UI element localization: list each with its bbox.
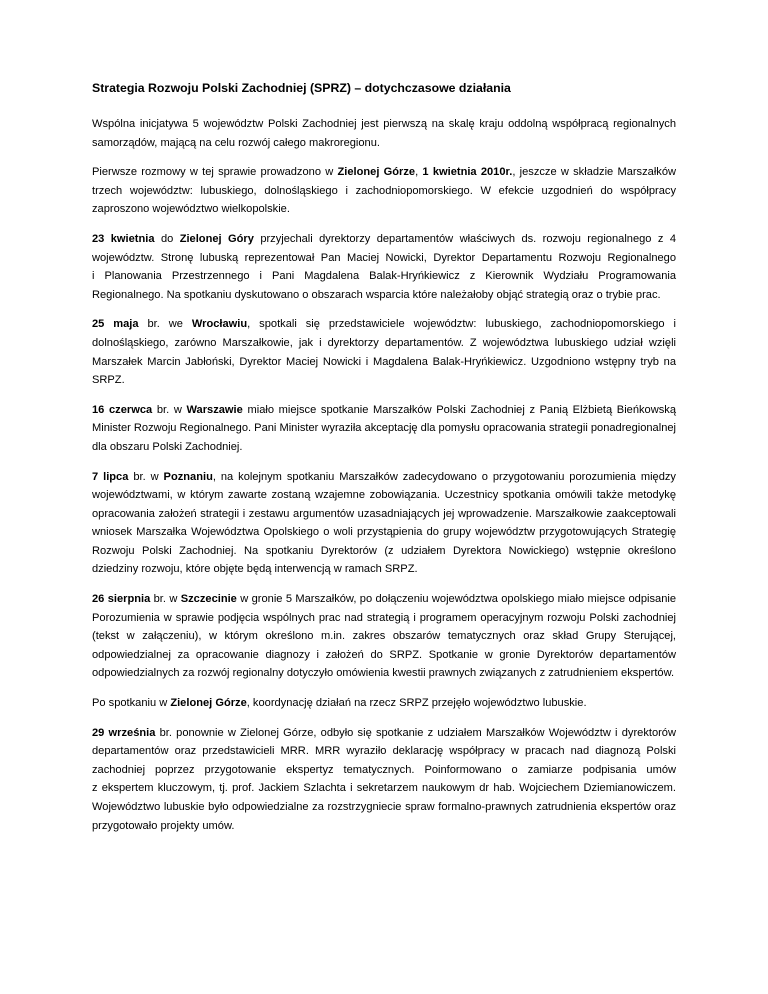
paragraph-text: do bbox=[154, 232, 180, 245]
paragraph-text: br. we bbox=[138, 318, 192, 331]
paragraph-text: miało miejsce spotkanie Marszałków Polski Zachodniej z Panią Elżbietą Bieńkowską Minister Rozwoju Regionalnego. Pani Minister wyraziła akceptację dla pomysłu opracowania strategii ponadregionalnej dla obszaru Polski Zachodniej. bbox=[92, 403, 676, 453]
paragraph-text: , na kolejnym spotkaniu Marszałków zadecydowano o przygotowaniu porozumienia między województwami, w którym zawarte zostaną wzajemne zobowiązania. Uczestnicy spotkania omówili także metodykę opracowania założeń strategii i zestawu argumentów uzasadniających jej wprowadzenie. Marszałkowie zaakceptowali wniosek Marszałka Województwa Opolskiego o woli przystąpienia do grupy województw przygotowujących Strategię Rozwoju Polski Zachodniej. Na spotkaniu Dyrektorów (z udziałem Dyrektora Nowickiego) wstępnie określono dziedziny rozwoju, które objęte będą interwencją w ramach SRPZ. bbox=[92, 470, 676, 576]
bold-place: Szczecinie bbox=[180, 593, 237, 606]
bold-date: 25 maja bbox=[92, 318, 139, 331]
paragraph-coordination bbox=[92, 694, 676, 713]
document-title: Strategia Rozwoju Polski Zachodniej (SPRZ) – dotychczasowe działania bbox=[92, 81, 511, 95]
paragraph-text: , koordynację działań na rzecz SRPZ przejęło województwo lubuskie. bbox=[246, 697, 587, 710]
paragraph-text: , spotkali się przedstawiciele województw: lubuskiego, zachodniopomorskiego i dolnośląskiego, zarówno Marszałkowie, jak i dyrektorzy departamentów. Z województwa lubuskiego udział wzięli Marszałek Marcin Jabłoński, Dyrektor Maciej Nowicki i Magdalena Balak-Hryńkiewicz. Uzgodniono wstępny tryb na SRPZ. bbox=[92, 318, 676, 387]
bold-place: Warszawie bbox=[186, 403, 243, 416]
bold-date: 23 kwietnia bbox=[92, 232, 155, 245]
bold-date: 26 sierpnia bbox=[92, 593, 151, 606]
paragraph-first-talks bbox=[92, 163, 676, 219]
paragraph-may-25 bbox=[92, 315, 676, 389]
paragraph-text: Po spotkaniu w bbox=[92, 697, 171, 710]
bold-date: 1 kwietnia 2010r. bbox=[422, 166, 513, 179]
bold-place: Wrocławiu bbox=[191, 318, 248, 331]
bold-place: Zielonej Górze bbox=[170, 697, 247, 710]
paragraph-text: Pierwsze rozmowy w tej sprawie prowadzono w bbox=[92, 166, 338, 179]
paragraph-line: i Planowania Przestrzennego i Pani Magdalena Balak-Hryńkiewicz z Kierownik Wydziału Programowania Regionalnego. Na spotkaniu dyskutowano o obszarach wsparcia które należałoby objąć strategią oraz o trybie prac. bbox=[92, 270, 676, 301]
bold-date: 29 września bbox=[92, 726, 156, 739]
paragraph-text: w gronie 5 Marszałków, po dołączeniu województwa opolskiego miało miejsce odpisanie Porozumienia w sprawie podjęcia wspólnych prac nad strategią i programem operacyjnym rozwoju Polski zachodniej (tekst w załączeniu), w którym określono m.in. zakres obszarów tematycznych oraz skład Grupy Sterującej, odpowiedzialnej za opracowanie diagnozy i założeń do SRPZ. Spotkanie w gronie Dyrektorów departamentów odpowiedzialnych za rozwój regionalny dotyczyło omówienia kwestii prawnych związanych z zatrudnieniem ekspertów. bbox=[92, 593, 677, 680]
document-page bbox=[92, 80, 676, 846]
bold-date: 7 lipca bbox=[92, 470, 129, 483]
paragraph-text: br. w bbox=[152, 403, 187, 416]
paragraph-text: , bbox=[415, 166, 423, 179]
paragraph-september-29 bbox=[92, 724, 676, 836]
paragraph-text: br. w bbox=[128, 470, 164, 483]
paragraph-august-26 bbox=[92, 590, 676, 683]
paragraph-line bbox=[92, 724, 676, 780]
paragraph-text: przyjechali dyrektorzy departamentów właściwych ds. rozwoju regionalnego z 4 województw. Stronę lubuską reprezentował Pan Maciej Nowicki, Dyrektor Departamentu Rozwoju Regionalnego bbox=[92, 232, 676, 264]
paragraph-text: br. ponownie w Zielonej Górze, odbyło się spotkanie z udziałem Marszałków Województw i dyrektorów departamentów oraz przedstawicieli MRR. MRR wyraziło deklarację współpracy w pracach nad diagnozą Polski zachodniej poprzez przygotowanie ekspertyz tematycznych. Poinformowano o zamiarze podpisania umów bbox=[92, 726, 676, 776]
bold-place: Poznaniu bbox=[163, 470, 213, 483]
bold-place: Zielonej Górze bbox=[337, 166, 416, 179]
paragraph-april-23 bbox=[92, 230, 676, 304]
paragraph-text: Wspólna inicjatywa 5 województw Polski Zachodniej jest pierwszą na skalę kraju oddolną współpracą regionalnych samorządów, mającą na celu rozwój całego makroregionu. bbox=[92, 118, 676, 149]
paragraph-text: br. w bbox=[150, 593, 181, 606]
paragraph-line: z ekspertem kluczowym, tj. prof. Jackiem Szlachta i sekretarzem naukowym dr hab. Wojciechem Dziemianowiczem. Województwo lubuskie było odpowiedzialne za rozstrzygniecie spraw formalno-prawnych zatrudnienia ekspertów oraz przygotowało projekty umów. bbox=[92, 782, 676, 832]
paragraph-line bbox=[92, 230, 676, 267]
paragraph-text: , jeszcze w składzie Marszałków trzech województw: lubuskiego, dolnośląskiego i zachodniopomorskiego. W efekcie uzgodnień do współpracy zaproszono województwo wielkopolskie. bbox=[92, 166, 677, 216]
paragraph-intro bbox=[92, 115, 676, 152]
paragraph-june-16 bbox=[92, 401, 676, 457]
bold-place: Zielonej Góry bbox=[179, 232, 254, 245]
bold-date: 16 czerwca bbox=[92, 403, 153, 416]
paragraph-july-7 bbox=[92, 468, 676, 580]
